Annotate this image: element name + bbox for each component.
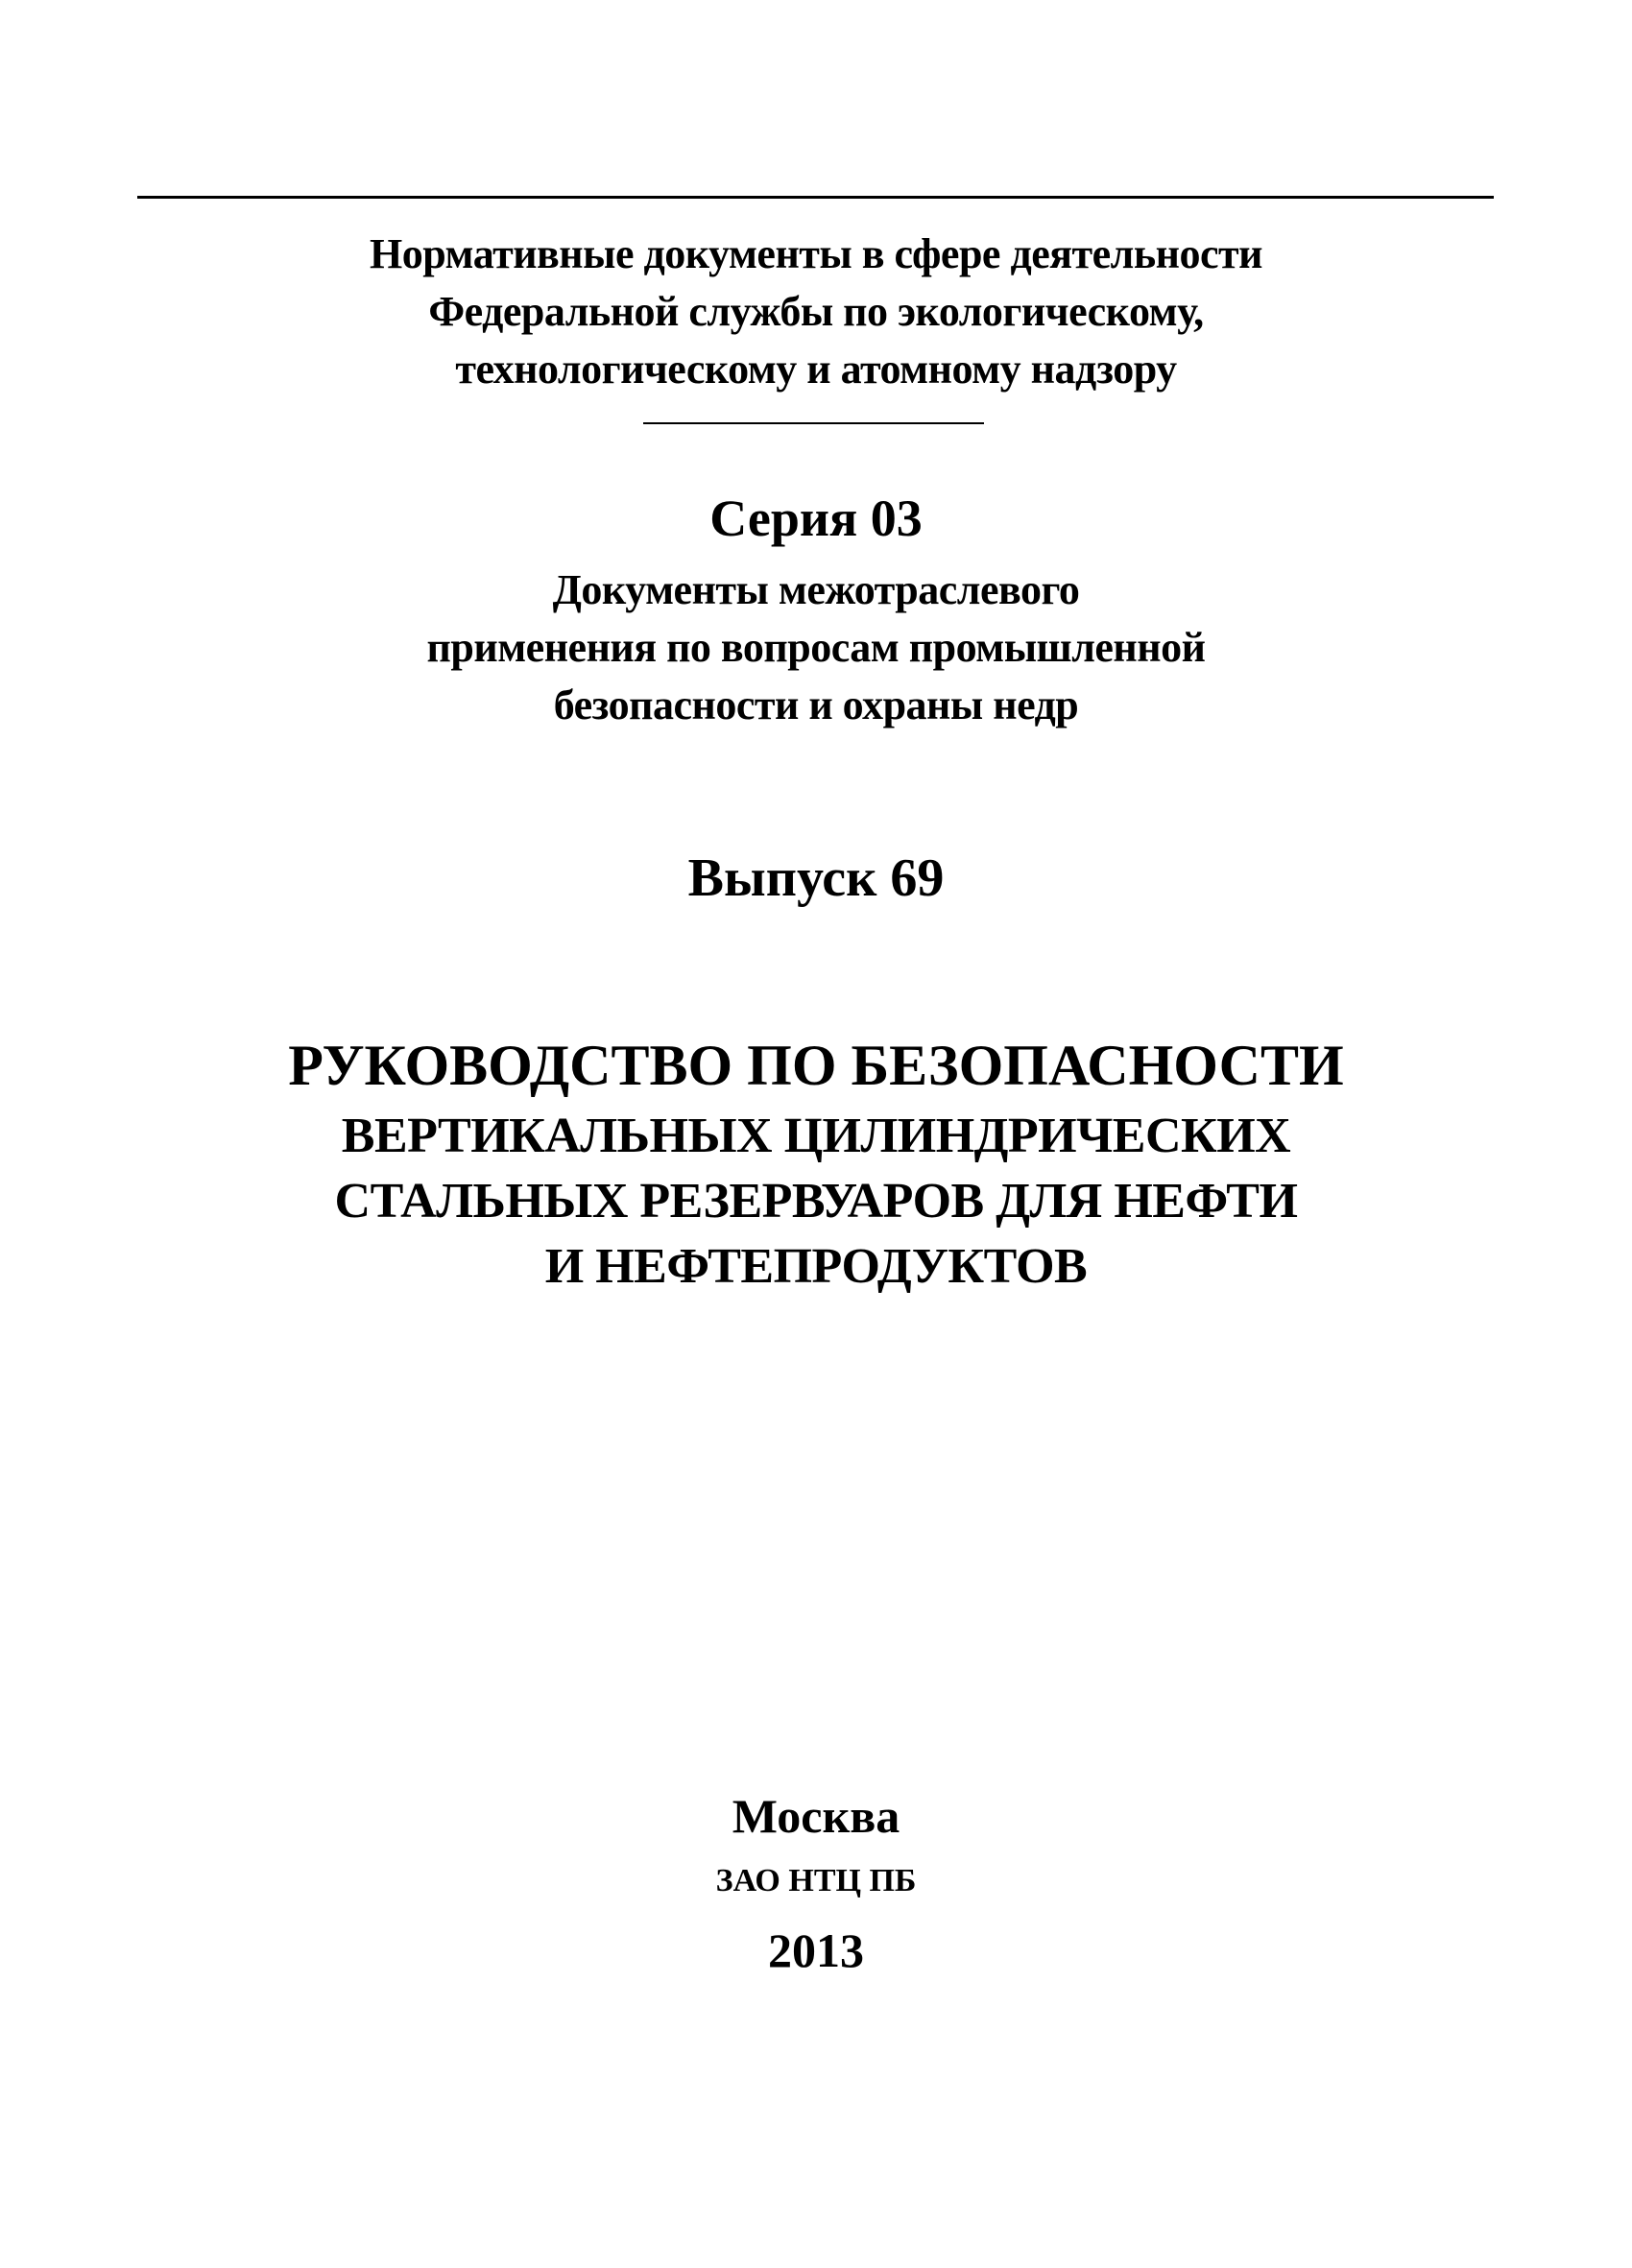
header-authority <box>0 226 1632 398</box>
document-subtitle <box>0 1104 1632 1300</box>
document-subtitle-line: ВЕРТИКАЛЬНЫХ ЦИЛИНДРИЧЕСКИХ <box>341 1109 1291 1163</box>
series-description-line: безопасности и охраны недр <box>553 681 1079 728</box>
document-subtitle-line: И НЕФТЕПРОДУКТОВ <box>544 1239 1088 1294</box>
header-line: Нормативные документы в сфере деятельности <box>370 230 1262 277</box>
series-description-line: применения по вопросам промышленной <box>426 624 1206 671</box>
imprint-publisher: ЗАО НТЦ ПБ <box>715 1863 917 1898</box>
series-title: Серия 03 <box>709 489 923 547</box>
imprint-year: 2013 <box>768 1923 864 1977</box>
imprint-city: Москва <box>732 1789 900 1843</box>
series-description-line: Документы межотраслевого <box>552 566 1080 613</box>
issue-number: Выпуск 69 <box>687 848 945 908</box>
header-line: технологическому и атомному надзору <box>455 346 1177 393</box>
header-line: Федеральной службы по экологическому, <box>428 288 1204 335</box>
series-description <box>0 561 1632 734</box>
document-title: РУКОВОДСТВО ПО БЕЗОПАСНОСТИ <box>288 1034 1344 1097</box>
header-divider <box>643 422 984 424</box>
document-subtitle-line: СТАЛЬНЫХ РЕЗЕРВУАРОВ ДЛЯ НЕФТИ <box>334 1174 1298 1229</box>
top-rule <box>137 196 1494 199</box>
